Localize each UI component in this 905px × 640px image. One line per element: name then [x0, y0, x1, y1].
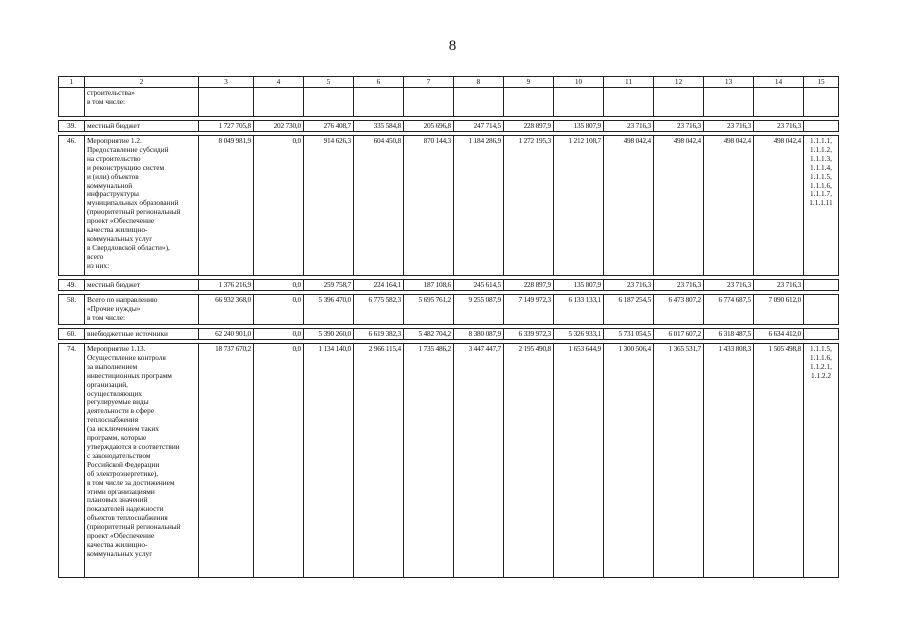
- value-cell: [504, 88, 554, 117]
- value-cell: 6 017 607,2: [654, 329, 704, 340]
- value-cell: 1 505 498,8: [754, 344, 804, 578]
- header-cell: 2: [85, 77, 199, 88]
- value-cell: [404, 88, 454, 117]
- code-cell: [804, 329, 839, 340]
- table-row: [59, 295, 839, 325]
- value-cell: 276 408,7: [304, 121, 354, 132]
- value-cell: 135 807,9: [554, 121, 604, 132]
- value-cell: 9 255 087,9: [454, 295, 504, 325]
- value-cell: 7 090 612,0: [754, 295, 804, 325]
- value-cell: 1 365 531,7: [654, 344, 704, 578]
- value-cell: 0,0: [254, 344, 304, 578]
- value-cell: 0,0: [254, 295, 304, 325]
- value-cell: 202 730,0: [254, 121, 304, 132]
- value-cell: 2 966 115,4: [354, 344, 404, 578]
- value-cell: 914 626,3: [304, 136, 354, 276]
- value-cell: 2 195 490,8: [504, 344, 554, 578]
- value-cell: 245 614,5: [454, 280, 504, 291]
- value-cell: 247 714,5: [454, 121, 504, 132]
- row-number-cell: 74.: [59, 344, 85, 578]
- value-cell: 1 735 486,2: [404, 344, 454, 578]
- header-cell: 8: [454, 77, 504, 88]
- value-cell: 335 584,8: [354, 121, 404, 132]
- value-cell: 3 447 447,7: [454, 344, 504, 578]
- value-cell: 1 727 705,8: [199, 121, 254, 132]
- value-cell: 18 737 670,2: [199, 344, 254, 578]
- value-cell: 23 716,3: [704, 121, 754, 132]
- value-cell: 228 897,9: [504, 280, 554, 291]
- value-cell: 5 390 260,0: [304, 329, 354, 340]
- table-row: [59, 136, 839, 276]
- value-cell: 5 731 054,5: [604, 329, 654, 340]
- header-cell: 3: [199, 77, 254, 88]
- table-row: [59, 344, 839, 578]
- table-row: [59, 329, 839, 340]
- value-cell: [704, 88, 754, 117]
- value-cell: 1 376 216,9: [199, 280, 254, 291]
- value-cell: 5 326 933,1: [554, 329, 604, 340]
- value-cell: 5 396 470,0: [304, 295, 354, 325]
- row-name-cell: строительства» в том числе:: [85, 88, 199, 117]
- row-name-cell: внебюджетные источники: [85, 329, 199, 340]
- code-cell: 1.1.1.1, 1.1.1.2, 1.1.1.3, 1.1.1.4, 1.1.1.5, 1.1.1.6, 1.1.1.7, 1.1.1.11: [804, 136, 839, 276]
- value-cell: 6 473 807,2: [654, 295, 704, 325]
- value-cell: 23 716,3: [654, 121, 704, 132]
- value-cell: [654, 88, 704, 117]
- row-number-cell: 60.: [59, 329, 85, 340]
- value-cell: 228 897,9: [504, 121, 554, 132]
- value-cell: [304, 88, 354, 117]
- header-cell: 15: [804, 77, 839, 88]
- value-cell: 1 433 808,3: [704, 344, 754, 578]
- value-cell: 1 272 195,3: [504, 136, 554, 276]
- value-cell: 1 653 644,9: [554, 344, 604, 578]
- value-cell: 7 149 972,3: [504, 295, 554, 325]
- continuation-row: [59, 88, 839, 117]
- value-cell: 6 187 254,5: [604, 295, 654, 325]
- value-cell: 259 758,7: [304, 280, 354, 291]
- header-cell: 11: [604, 77, 654, 88]
- value-cell: 1 134 140,0: [304, 344, 354, 578]
- header-cell: 12: [654, 77, 704, 88]
- header-cell: 5: [304, 77, 354, 88]
- value-cell: 870 144,3: [404, 136, 454, 276]
- row-name-cell: Мероприятие 1.13. Осуществление контроля за выполнением инвестиционных программ организаций, осуществляющих регулируемые виды деятельности в сфере теплоснабжения (за исключением таких программ, которые утверждаются в соответствии с законодательством Российской Федерации об электроэнергетике), в том числе за достижением этими организациями плановых значений показателей надежности объектов теплоснабжения (приоритетный региональный проект «Обеспечение качества жилищно- коммунальных услуг: [85, 344, 199, 578]
- value-cell: 0,0: [254, 280, 304, 291]
- value-cell: 6 634 412,0: [754, 329, 804, 340]
- code-cell: [804, 88, 839, 117]
- value-cell: 8 380 087,9: [454, 329, 504, 340]
- table-row: [59, 280, 839, 291]
- value-cell: 5 482 704,2: [404, 329, 454, 340]
- header-cell: 9: [504, 77, 554, 88]
- value-cell: 604 450,8: [354, 136, 404, 276]
- header-cell: 7: [404, 77, 454, 88]
- value-cell: 498 042,4: [754, 136, 804, 276]
- value-cell: 5 695 761,2: [404, 295, 454, 325]
- value-cell: 8 049 981,9: [199, 136, 254, 276]
- header-cell: 1: [59, 77, 85, 88]
- value-cell: 205 696,8: [404, 121, 454, 132]
- value-cell: 1 300 506,4: [604, 344, 654, 578]
- value-cell: 0,0: [254, 136, 304, 276]
- value-cell: 23 716,3: [754, 121, 804, 132]
- table-row: [59, 121, 839, 132]
- row-number-cell: 58.: [59, 295, 85, 325]
- header-cell: 4: [254, 77, 304, 88]
- program-table: [58, 76, 839, 578]
- value-cell: 23 716,3: [654, 280, 704, 291]
- code-cell: 1.1.1.5, 1.1.1.6, 1.1.2.1, 1.1.2.2: [804, 344, 839, 578]
- value-cell: 498 042,4: [704, 136, 754, 276]
- row-name-cell: местный бюджет: [85, 280, 199, 291]
- value-cell: 23 716,3: [704, 280, 754, 291]
- value-cell: 1 184 286,9: [454, 136, 504, 276]
- header-cell: 10: [554, 77, 604, 88]
- value-cell: 62 240 901,0: [199, 329, 254, 340]
- value-cell: [254, 88, 304, 117]
- value-cell: 6 339 972,3: [504, 329, 554, 340]
- value-cell: [199, 88, 254, 117]
- value-cell: [354, 88, 404, 117]
- header-cell: 6: [354, 77, 404, 88]
- value-cell: [554, 88, 604, 117]
- row-name-cell: Всего по направлению «Прочие нужды» в том числе:: [85, 295, 199, 325]
- value-cell: 224 164,1: [354, 280, 404, 291]
- code-cell: [804, 280, 839, 291]
- value-cell: 187 108,6: [404, 280, 454, 291]
- value-cell: 23 716,3: [754, 280, 804, 291]
- value-cell: 135 807,9: [554, 280, 604, 291]
- code-cell: [804, 295, 839, 325]
- value-cell: 498 042,4: [654, 136, 704, 276]
- row-number-cell: 46.: [59, 136, 85, 276]
- header-cell: 13: [704, 77, 754, 88]
- value-cell: 1 212 108,7: [554, 136, 604, 276]
- row-number-cell: [59, 88, 85, 117]
- value-cell: [754, 88, 804, 117]
- value-cell: 6 619 382,3: [354, 329, 404, 340]
- header-cell: 14: [754, 77, 804, 88]
- value-cell: 6 133 133,1: [554, 295, 604, 325]
- value-cell: 23 716,3: [604, 121, 654, 132]
- row-name-cell: Мероприятие 1.2. Предоставление субсидий на строительство и реконструкцию систем и (или) объектов коммунальной инфраструктуры муниципальных образований (приоритетный региональный проект «Обеспечение качества жилищно- коммунальных услуг в Свердловской области»), всего из них:: [85, 136, 199, 276]
- value-cell: [454, 88, 504, 117]
- row-number-cell: 39.: [59, 121, 85, 132]
- value-cell: 6 318 487,5: [704, 329, 754, 340]
- code-cell: [804, 121, 839, 132]
- value-cell: 66 932 368,0: [199, 295, 254, 325]
- header-row: [59, 77, 839, 88]
- value-cell: 6 775 582,3: [354, 295, 404, 325]
- value-cell: 0,0: [254, 329, 304, 340]
- value-cell: 6 774 687,5: [704, 295, 754, 325]
- value-cell: 23 716,3: [604, 280, 654, 291]
- value-cell: 498 042,4: [604, 136, 654, 276]
- value-cell: [604, 88, 654, 117]
- row-name-cell: местный бюджет: [85, 121, 199, 132]
- page-number: 8: [448, 38, 457, 54]
- row-number-cell: 49.: [59, 280, 85, 291]
